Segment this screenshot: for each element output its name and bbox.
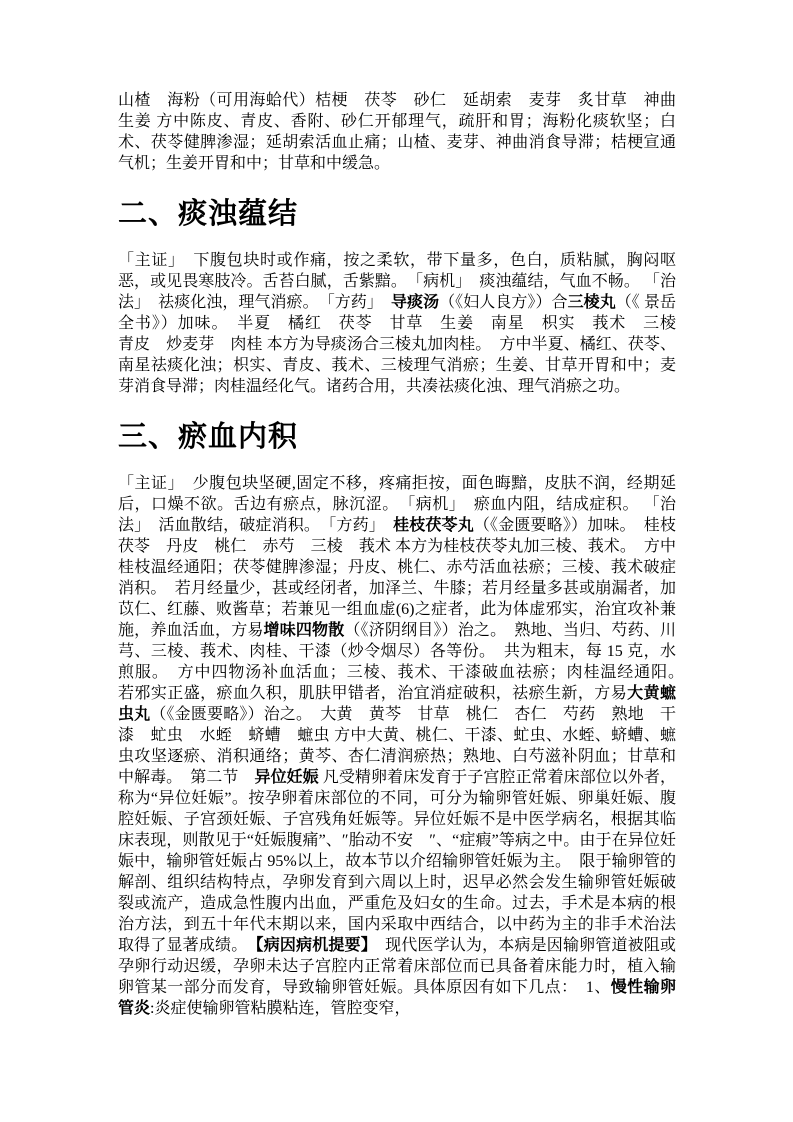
- text-run: 现代医学认为，本病是因输卵管道被阻或孕卵行动迟缓，孕卵未达子宫腔内正常着床部位而已具备着床能力时，植入输卵管某一部分而发育，导致输卵管妊娠。具体原因有如下几点： 1、: [118, 937, 676, 996]
- bold-text-run: 导痰汤: [390, 294, 440, 311]
- text-run: （《妇人良方》）合: [439, 294, 568, 311]
- section-heading-phlegm-accumulation: 二、痰浊蕴结: [118, 198, 299, 230]
- text-run: （《金匮要略》）治之。 大黄 黄芩 甘草 桃仁 杏仁 芍药 熟地 干漆 虻虫 水蛭 蛴螬 蟅虫 方中大黄、桃仁、干漆、虻虫、水蛭、蛴螬、蟅虫攻坚逐瘀、消积通络；黄芩、杏仁清润瘀热；熟地、白芍滋补阴血；甘草和中解毒。 第二节: [118, 706, 676, 786]
- paragraph-phlegm-accumulation: [118, 250, 693, 397]
- text-run: （《 景岳全书》）加味。 半夏 橘红 茯苓 甘草 生姜 南星 枳实 莪术 三棱 青皮 炒麦芽 肉桂 本方为导痰汤合三棱丸加肉桂。 方中半夏、橘红、茯苓、南星祛痰化浊；枳实、青皮、莪术、三棱理气消瘀；生姜、甘草开胃和中；麦芽消食导滞；肉桂温经化气。诸药合用，共凑祛痰化浊、理气消瘀之功。: [118, 294, 693, 395]
- text-run: 山楂 海粉（可用海蛤代）桔梗 茯苓 砂仁 延胡索 麦芽 炙甘草 神曲 生姜 方中陈皮、青皮、香附、砂仁开郁理气，疏肝和胃；海粉化痰软坚；白术、茯苓健脾渗湿；延胡索活血止痛；山楂、麦芽、神曲消食导滞；桔梗宣通气机；生姜开胃和中；甘草和中缓急。: [118, 92, 693, 172]
- bold-text-run: 慢性输卵管炎: [118, 979, 676, 1017]
- bold-text-run: 三棱丸: [567, 294, 616, 311]
- bold-text-run: 桂枝茯苓丸: [393, 517, 474, 534]
- text-run: 「主证」 少腹包块坚硬,固定不移，疼痛拒按，面色晦黯，皮肤不润，经期延后，口燥不欲。舌边有瘀点，脉沉涩。 「病机」 瘀血内阻，结成症积。 「治法」 活血散结，破症消积。 「方药」: [118, 475, 676, 534]
- bold-text-run: 大黄蟅虫丸: [118, 685, 676, 723]
- bold-text-run: 【病因病机提要】: [255, 937, 369, 954]
- text-run: （《济阴纲目》）治之。 熟地、当归、芍药、川芎、三棱、莪术、肉桂、干漆（炒令烟尽）各等份。 共为粗末，每 15 克，水煎服。 方中四物汤补血活血；三棱、莪术、干漆破血祛瘀；肉桂温经通阳。 若邪实正盛，瘀血久积，肌肤甲错者，治宜消症破积，祛瘀生新，方易: [118, 622, 693, 702]
- text-run: 「主证」 下腹包块时或作痛，按之柔软，带下量多，色白，质粘腻，胸闷呕恶，或见畏寒肢冷。舌苔白腻，舌紫黯。 「病机」 痰浊蕴结，气血不畅。 「治法」 祛痰化浊，理气消瘀。 「方药」: [118, 252, 676, 311]
- paragraph-blood-stasis: [118, 473, 693, 1019]
- text-run: （《金匮要略》）加味。 桂枝 茯苓 丹皮 桃仁 赤芍 三棱 莪术 本方为桂枝茯苓丸加三棱、莪术。 方中桂枝温经通阳；茯苓健脾渗湿；丹皮、桃仁、赤芍活血祛瘀；三棱、莪术破症消积。 若月经量少，甚或经闭者，加泽兰、牛膝；若月经量多甚或崩漏者，加苡仁、红藤、败酱草；若兼见一组血虚(6)之症者，此为体虚邪实，治宜攻补兼施，养血活血，方易: [118, 517, 692, 639]
- paragraph-herb-formula-analysis: [118, 90, 693, 174]
- text-run: :炎症使输卵管粘膜粘连，管腔变窄，: [150, 1000, 411, 1017]
- bold-text-run: 增味四物散: [263, 622, 345, 639]
- section-heading-blood-stasis: 三、瘀血内积: [118, 421, 299, 453]
- text-run: 凡受精卵着床发育于子宫腔正常着床部位以外者，称为“异位妊娠”。按孕卵着床部位的不同，可分为输卵管妊娠、卵巢妊娠、腹腔妊娠、子宫颈妊娠、子宫残角妊娠等。异位妊娠不是中医学病名，根据其临床表现，则散见于“妊娠腹痛”、″胎动不安 ″、“症瘕”等病之中。由于在异位妊娠中，输卵管妊娠占 95%以上，故本节以介绍输卵管妊娠为主。 限于输卵管的解剖、组织结构特点，孕卵发育到六周以上时，迟早必然会发生输卵管妊娠破裂或流产，造成急性腹内出血，严重危及妇女的生命。过去，手术是本病的根治方法，到五十年代末期以来，国内采取中西结合，以中药为主的非手术治法取得了显著成绩。: [118, 769, 676, 954]
- bold-text-run: 异位妊娠: [254, 769, 319, 786]
